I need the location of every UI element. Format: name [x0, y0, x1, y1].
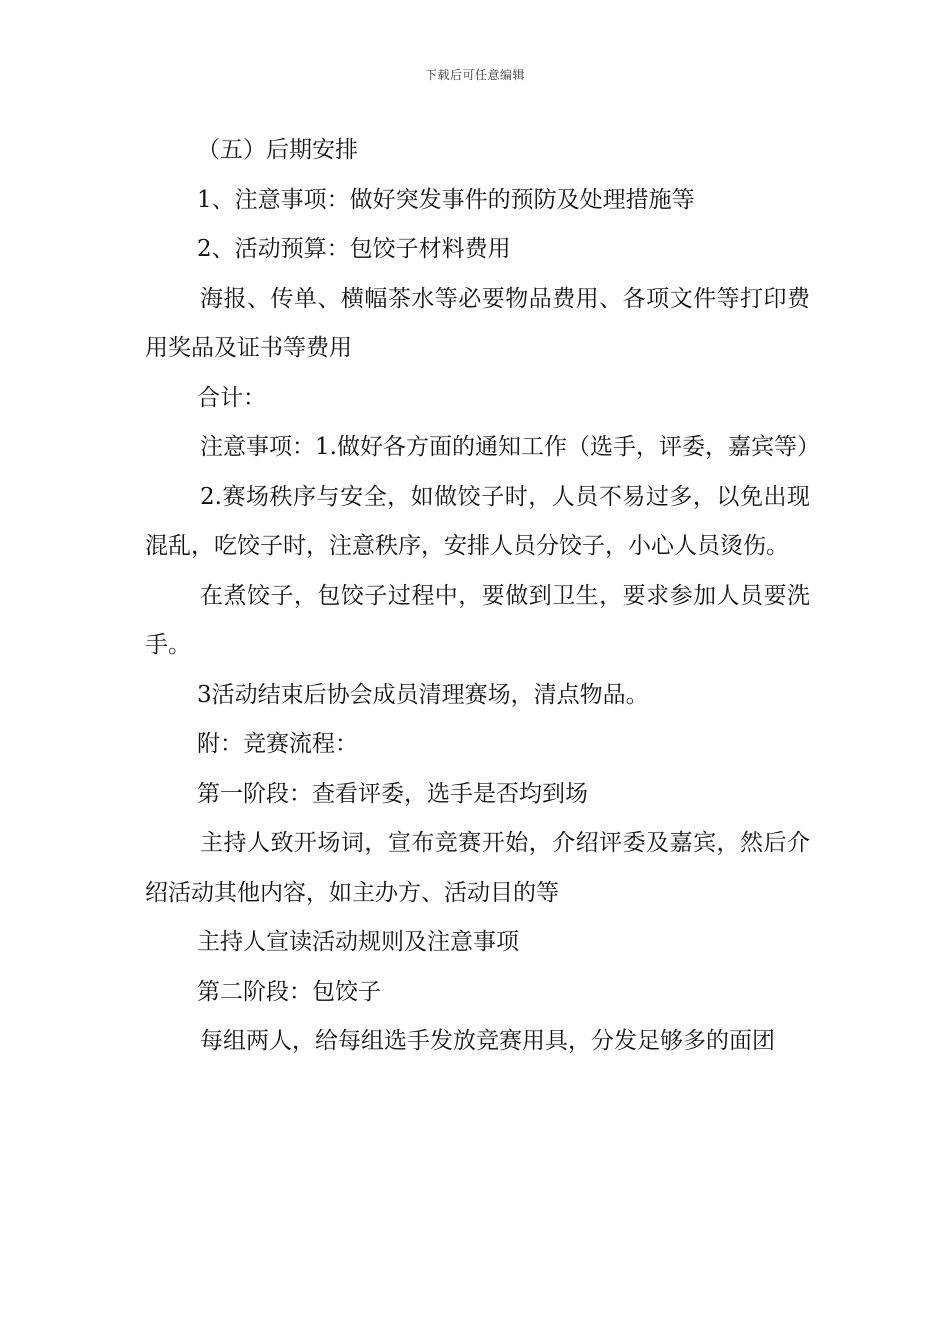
paragraph: 注意事项：1.做好各方面的通知工作（选手，评委，嘉宾等） [200, 434, 820, 460]
page-header: 下载后可任意编辑 [424, 68, 525, 82]
paragraph: 2、活动预算：包饺子材料费用 [197, 236, 511, 262]
paragraph: 主持人致开场词，宣布竞赛开始，介绍评委及嘉宾，然后介绍活动其他内容，如主办方、活动目的等 [145, 830, 810, 906]
paragraph: 第一阶段：查看评委，选手是否均到场 [197, 780, 588, 807]
paragraph: 主持人宣读活动规则及注意事项 [197, 929, 519, 955]
paragraph: 1、注意事项：做好突发事件的预防及处理措施等 [197, 186, 695, 213]
paragraph: 在煮饺子，包饺子过程中，要做到卫生，要求参加人员要洗手。 [145, 582, 810, 658]
paragraph: 每组两人，给每组选手发放竞赛用具，分发足够多的面团 [200, 1028, 775, 1054]
paragraph: 合计： [197, 384, 266, 411]
document-body [145, 126, 820, 1067]
paragraph: 附：竞赛流程： [197, 731, 358, 757]
paragraph: 2.赛场秩序与安全，如做饺子时，人员不易过多，以免出现混乱，吃饺子时，注意秩序，安排人员分饺子，小心人员烫伤。 [145, 483, 810, 559]
section-heading: （五）后期安排 [197, 137, 358, 163]
paragraph: 海报、传单、横幅茶水等必要物品费用、各项文件等打印费用奖品及证书等费用 [145, 285, 810, 361]
paragraph: 第二阶段：包饺子 [197, 978, 381, 1005]
paragraph: 3活动结束后协会成员清理赛场，清点物品。 [197, 681, 649, 708]
